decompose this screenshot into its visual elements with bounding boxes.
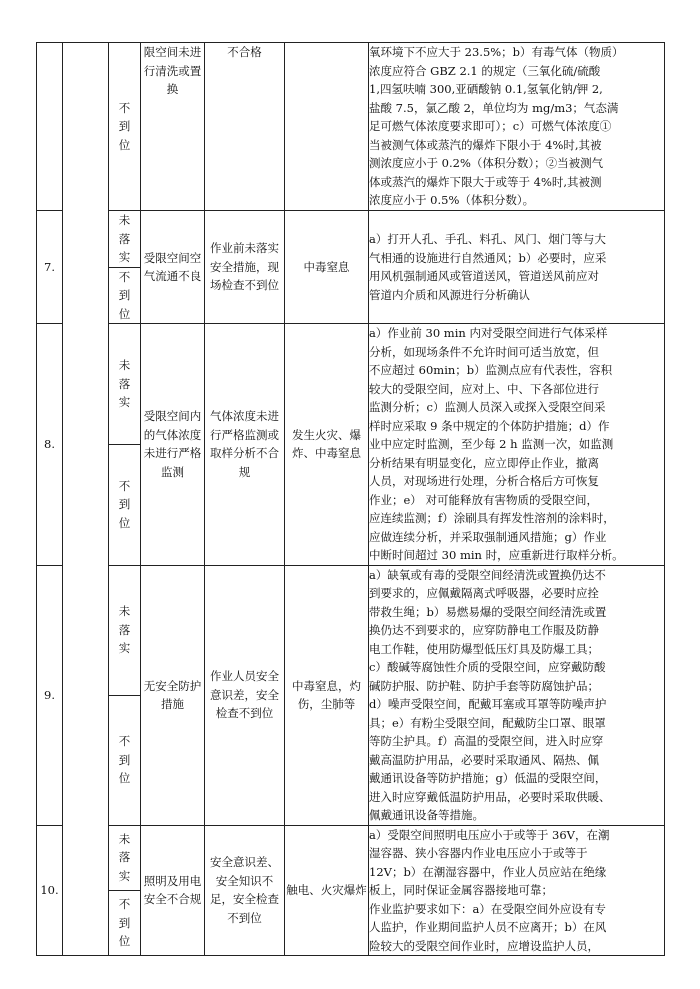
row-number (37, 43, 63, 211)
measure-line: 作业；e） 对可能释放有害物质的受限空间， (369, 492, 598, 507)
status-cell (109, 43, 141, 211)
cause-cell: 作业前未落实安全措施，现场检查不到位 (205, 211, 285, 324)
status-char: 不 (118, 269, 131, 284)
measure-cell (369, 565, 665, 825)
status-char: 不 (118, 734, 131, 749)
measure-line: 碱防护服、防护鞋、防护手套等防腐蚀护品； (369, 678, 599, 693)
measure-line: 等防尘护具。f）高温的受限空间，进入时应穿 (369, 734, 604, 748)
measure-line: a）受限空间照明电压应小于或等于 36V，在潮 (369, 827, 610, 842)
measure-line: 分析结果有明显变化，应立即停止作业，撤离 (369, 455, 599, 470)
measure-line: 险较大的受限空间作业时，应增设监护人员， (369, 938, 599, 953)
cause-cell: 安全意识差、安全知识不足，安全检查不到位 (205, 825, 285, 956)
measure-line: 带救生绳；b）易燃易爆的受限空间经清洗或置 (369, 604, 607, 619)
table-row (37, 565, 665, 695)
status-char: 落 (118, 231, 131, 246)
cause-cell: 气体浓度未进行严格监测或取样分析不合规 (205, 324, 285, 566)
measure-line: 戴通讯设备等防护措施；g）低温的受限空间， (369, 771, 607, 785)
hazard-cell: 无安全防护措施 (141, 565, 205, 825)
measure-line: 具；e）有粉尘受限空间，配戴防尘口罩、眼罩 (369, 715, 606, 730)
measure-line: 到要求的，应佩戴隔离式呼吸器，必要时应拴 (369, 586, 599, 600)
measure-line: 气相通的设施进行自然通风；b）必要时，应采 (369, 250, 607, 265)
measure-line: 氧环境下不应大于 23.5%；b）有毒气体（物质） (369, 45, 624, 60)
measure-line: 12V；b）在潮湿容器中，作业人员应站在绝缘 (369, 864, 607, 879)
measure-line: 戴高温防护用品，必要时采取通风、隔热、佩 (369, 752, 599, 767)
table-row (37, 825, 665, 890)
status-char: 位 (118, 771, 131, 786)
status-char: 实 (118, 395, 131, 410)
measure-line: c）酸碱等腐蚀性介质的受限空间，应穿戴防酸 (369, 660, 606, 674)
status-char: 落 (118, 622, 131, 637)
status-char: 实 (118, 250, 131, 264)
measure-line: 浓度应符合 GBZ 2.1 的规定（三氧化硫/硫酸 (369, 63, 601, 78)
measure-line: 人监护，作业期间监护人员不应离开；b）在风 (369, 920, 607, 934)
measure-line: 应连续监测；f）涂刷具有挥发性溶剂的涂料时， (369, 511, 615, 525)
measure-line: 作业监护要求如下：a）在受限空间外应设有专 (369, 901, 606, 916)
hazard-measure-table (36, 42, 665, 956)
hazard-cell: 限空间未进行清洗或置换 (141, 43, 205, 211)
status-cell (109, 565, 141, 695)
status-cell (109, 444, 141, 565)
measure-line: 管道内介质和风源进行分析确认 (369, 287, 530, 302)
measure-line: 中断时间超过 30 min 时，应重新进行取样分析。 (369, 548, 624, 562)
status-cell (109, 890, 141, 955)
status-char: 不 (118, 100, 131, 115)
status-char: 位 (118, 306, 131, 321)
measure-line: 分析，如现场条件不允许时间可适当放宽，但 (369, 344, 599, 359)
row-number: 9. (37, 565, 63, 825)
row-number: 8. (37, 324, 63, 566)
status-cell (109, 211, 141, 268)
measure-line: 湿容器、狭小容器内作业电压应小于或等于 (369, 846, 588, 860)
measure-line: a）打开人孔、手孔、料孔、风门、烟门等与大 (369, 232, 606, 246)
cause-cell: 作业人员安全意识差，安全检查不到位 (205, 565, 285, 825)
measure-line: 体或蒸汽的爆炸下限大于或等于 4%时,其被测 (369, 174, 602, 189)
status-char: 位 (118, 934, 131, 949)
measure-cell (369, 324, 665, 566)
measure-line: 足可燃气体浓度要求即可）；c）可燃气体浓度① (369, 119, 612, 134)
status-char: 到 (118, 288, 131, 302)
row-number: 10. (37, 825, 63, 956)
measure-cell (369, 43, 665, 211)
measure-line: 换仍达不到要求的，应穿防静电工作服及防静 (369, 623, 599, 637)
status-cell (109, 695, 141, 825)
consequence-cell: 中毒窒息，灼伤，尘肺等 (285, 565, 369, 825)
status-char: 未 (118, 213, 131, 227)
measure-cell (369, 211, 665, 324)
measure-line: 用风机强制通风或管道送风，管道送风前应对 (369, 269, 599, 283)
merged-blank-column (63, 43, 109, 956)
measure-line: 监测分析；c）监测人员深入或探入受限空间采 (369, 400, 606, 414)
status-char: 不 (118, 897, 131, 912)
status-char: 未 (118, 831, 131, 846)
status-cell (109, 324, 141, 445)
consequence-cell (285, 43, 369, 211)
measure-line: 进入时应穿戴低温防护用品，必要时采取供暖、 (369, 789, 611, 804)
measure-line: 应做连续分析，并采取强制通风措施；g）作业 (369, 529, 607, 544)
status-char: 到 (118, 915, 131, 930)
measure-cell (369, 825, 665, 956)
status-cell (109, 267, 141, 324)
measure-line: 较大的受限空间，应对上、中、下各部位进行 (369, 381, 599, 396)
measure-line: 板上，同时保证金属容器接地可靠； (369, 883, 553, 897)
hazard-cell: 照明及用电安全不合规 (141, 825, 205, 956)
measure-line: 电工作鞋，使用防爆型低压灯具及防爆工具； (369, 641, 599, 656)
consequence-cell: 触电、火灾爆炸 (285, 825, 369, 956)
status-char: 到 (118, 119, 131, 134)
measure-line: 测浓度应小于 0.2%（体积分数）；②当被测气 (369, 156, 604, 171)
table-row (37, 211, 665, 268)
consequence-cell: 发生火灾、爆炸、中毒窒息 (285, 324, 369, 566)
status-char: 到 (118, 752, 131, 767)
status-char: 实 (118, 868, 131, 883)
status-char: 未 (118, 358, 131, 373)
status-char: 落 (118, 376, 131, 391)
status-char: 落 (118, 850, 131, 865)
table-row (37, 324, 665, 445)
measure-line: 业中应定时监测，至少每 2 h 监测一次，如监测 (369, 437, 614, 451)
row-number: 7. (37, 211, 63, 324)
measure-line: d）噪声受限空间，配戴耳塞或耳罩等防噪声护 (369, 697, 607, 711)
measure-line: 不应超过 60min；b）监测点应有代表性，容积 (369, 363, 613, 377)
measure-line: a）作业前 30 min 内对受限空间进行气体采样 (369, 326, 608, 340)
measure-line: 人员，对现场进行处理，分析合格后方可恢复 (369, 474, 599, 488)
status-char: 到 (118, 497, 131, 512)
status-cell (109, 825, 141, 890)
consequence-cell: 中毒窒息 (285, 211, 369, 324)
measure-line: a）缺氧或有毒的受限空间经清洗或置换仍达不 (369, 567, 606, 582)
measure-line: 1,四氢呋喃 300,亚硒酸钠 0.1,氢氧化钠/钾 2, (369, 82, 603, 97)
status-char: 位 (118, 137, 131, 152)
measure-line: 浓度应小于 0.5%（体积分数）。 (369, 193, 535, 208)
cause-cell: 不合格 (205, 43, 285, 211)
status-char: 未 (118, 604, 131, 619)
measure-line: 当被测气体或蒸汽的爆炸下限小于 4%时,其被 (369, 137, 602, 152)
table-row (37, 43, 665, 211)
hazard-cell: 受限空间空气流通不良 (141, 211, 205, 324)
measure-line: 盐酸 7.5，氯乙酸 2，单位均为 mg/m3；气态满 (369, 100, 619, 115)
measure-line: 佩戴通讯设备等措施。 (369, 808, 484, 822)
status-char: 实 (118, 641, 131, 656)
hazard-cell: 受限空间内的气体浓度未进行严格监测 (141, 324, 205, 566)
measure-line: 样时应采取 9 条中规定的个体防护措施；d）作 (369, 418, 610, 433)
status-char: 不 (118, 478, 131, 493)
status-char: 位 (118, 515, 131, 530)
